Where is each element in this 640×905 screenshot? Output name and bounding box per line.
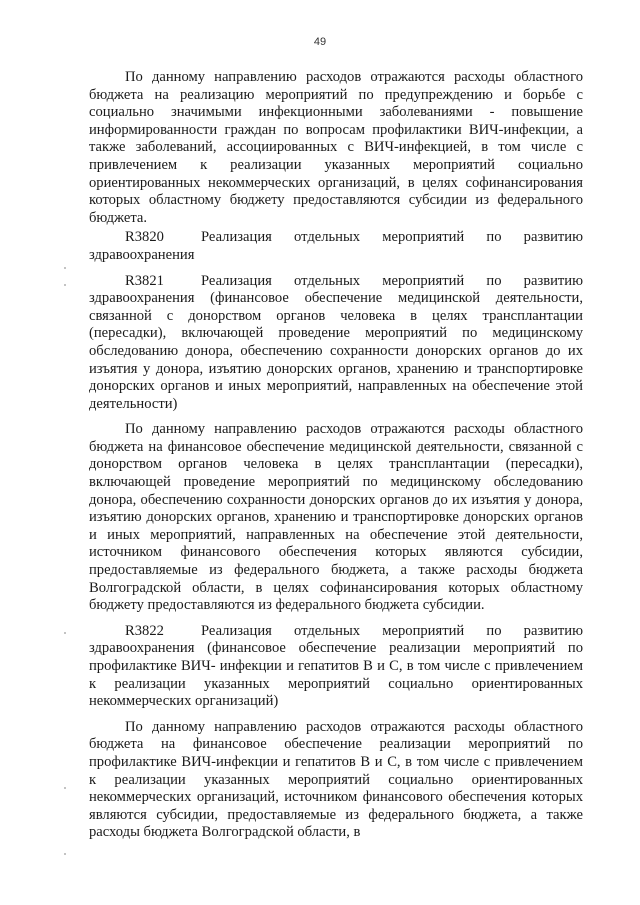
item-title: Реализация отдельных мероприятий по развитию здравоохранения — [89, 229, 583, 263]
scan-mark — [64, 284, 66, 286]
paragraph-hiv-awareness — [89, 69, 583, 227]
paragraph-text: По данному направлению расходов отражаются расходы областного бюджета на реализацию мероприятий по предупреждению и борьбе с социально значимыми инфекционными заболеваниями - повышение информированности граждан по вопросам профилактики ВИЧ-инфекции, а также заболеваний, ассоциированных с ВИЧ-инфекцией, в том числе с привлечением к реализации указанных мероприятий социально ориентированных некоммерческих организаций, в целях софинансирования которых областному бюджету предоставляются субсидии из федерального бюджета. — [89, 69, 583, 226]
scan-mark — [64, 632, 66, 634]
budget-code: R3822 — [125, 622, 164, 639]
scan-mark — [64, 853, 66, 855]
paragraph-text: По данному направлению расходов отражаются расходы областного бюджета на финансовое обеспечение медицинской деятельности, связанной с донорством органов человека в целях трансплантации (пересадки), включающей проведение мероприятий по медицинскому обследованию донора, обеспечению сохранности донорских органов до их изъятия у донора, изъятию донорских органов, хранению и транспортировке донорских органов и иных мероприятий, направленных на обеспечение этой деятельности, источником финансового обеспечения которых являются субсидии, предоставляемые из федерального бюджета, а также расходы бюджета Волгоградской области, в целях софинансирования которых областному бюджету предоставляются из федерального бюджета субсидии. — [89, 421, 583, 614]
budget-code: R3820 — [125, 229, 164, 246]
paragraph-donor-financing — [89, 421, 583, 615]
budget-code: R3821 — [125, 272, 164, 289]
item-r3822 — [89, 623, 583, 711]
item-title: Реализация отдельных мероприятий по развитию здравоохранения (финансовое обеспечение реализации мероприятий по профилактике ВИЧ- инфекции и гепатитов В и С, в том числе с привлечением к реализации указанных мероприятий социально ориентированных некоммерческих организаций) — [89, 622, 583, 710]
scan-mark — [64, 787, 66, 789]
page-number: 49 — [313, 36, 327, 48]
paragraph-text: По данному направлению расходов отражаются расходы областного бюджета на финансовое обеспечение реализации мероприятий по профилактике ВИЧ-инфекции и гепатитов В и С, в том числе с привлечением к реализации указанных мероприятий социально ориентированных некоммерческих организаций, источником финансового обеспечения которых являются субсидии, предоставляемые из федерального бюджета, а также расходы бюджета Волгоградской области, в — [89, 718, 583, 841]
margin-scan-marks — [64, 0, 68, 905]
item-r3820 — [89, 229, 583, 264]
scan-mark — [64, 267, 66, 269]
item-title: Реализация отдельных мероприятий по развитию здравоохранения (финансовое обеспечение медицинской деятельности, связанной с донорством органов человека в целях трансплантации (пересадки), включающей проведение мероприятий по медицинскому обследованию донора, обеспечению сохранности донорских органов до их изъятия у донора, изъятию донорских органов, хранению и транспортировке донорских органов и иных мероприятий, направленных на обеспечение этой деятельности) — [89, 272, 583, 412]
paragraph-hiv-hepatitis-financing — [89, 719, 583, 842]
document-body — [89, 69, 583, 842]
item-r3821 — [89, 273, 583, 414]
